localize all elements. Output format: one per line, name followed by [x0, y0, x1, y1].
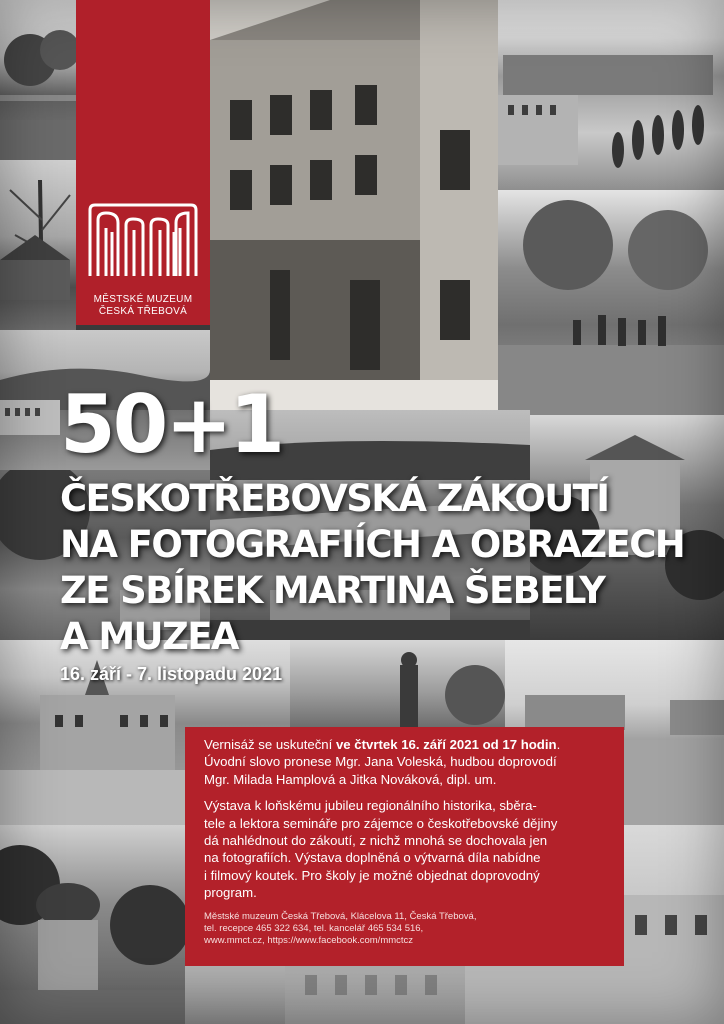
- museum-logo[interactable]: [76, 0, 210, 325]
- contact-block: [204, 911, 609, 948]
- photo-townhouse: [210, 0, 498, 410]
- title-block: [60, 380, 704, 660]
- museum-name-line1: MĚSTSKÉ MUZEUM: [93, 294, 193, 305]
- description-line-5: i filmový koutek. Pro školy je možné objednat doprovodný: [204, 867, 540, 883]
- museum-emblem-icon: [76, 0, 210, 325]
- exhibition-dates: 16. září - 7. listopadu 2021: [60, 664, 283, 684]
- intro-line-2: Mgr. Milada Hamplová a Jitka Nováková, dipl. um.: [204, 771, 497, 787]
- description-line-1: Výstava k loňskému jubileu regionálního historika, sběra-: [204, 798, 537, 814]
- headline-line-3: ZE SBÍREK MARTINA ŠEBELY: [60, 569, 605, 612]
- description-line-2: tele a lektora semináře pro zájemce o českotřebovské dějiny: [204, 815, 558, 831]
- headline-line-1: ČESKOTŘEBOVSKÁ ZÁKOUTÍ: [60, 477, 609, 520]
- contact-address: Městské muzeum Česká Třebová, Klácelova 11, Česká Třebová,: [204, 910, 477, 922]
- contact-phones: tel. recepce 465 322 634, tel. kancelář 465 534 516,: [204, 922, 424, 934]
- vernissage-line: [204, 736, 609, 753]
- vernissage-post: .: [556, 737, 561, 752]
- vernissage-date: ve čtvrtek 16. září 2021 od 17 hodin: [335, 737, 557, 752]
- photo-park: [0, 0, 76, 160]
- description-line-6: program.: [204, 885, 257, 901]
- photo-factory-panorama: [498, 0, 724, 190]
- info-box: [185, 727, 624, 966]
- anniversary-title: 50+1: [60, 378, 283, 471]
- headline-line-4: A MUZEA: [60, 615, 238, 658]
- photo-tree-house: [0, 160, 76, 330]
- description-line-3: dá nahlédnout do zákoutí, z nichž mnohá se dochovala jen: [204, 833, 548, 849]
- contact-web-link[interactable]: www.mmct.cz, https://www.facebook.com/mmctcz: [204, 935, 414, 947]
- museum-name-line2: ČESKÁ TŘEBOVÁ: [98, 306, 188, 317]
- vernissage-pre: Vernisáž se uskuteční: [204, 737, 336, 752]
- photo-pavilion: [0, 825, 185, 1024]
- intro-line-1: Úvodní slovo pronese Mgr. Jana Voleská, hudbou doprovodí: [204, 754, 557, 770]
- description-line-4: na fotografiích. Výstava doplněná o výtvarná díla nabídne: [204, 850, 541, 866]
- headline-line-2: NA FOTOGRAFIÍCH A OBRAZECH: [60, 523, 685, 566]
